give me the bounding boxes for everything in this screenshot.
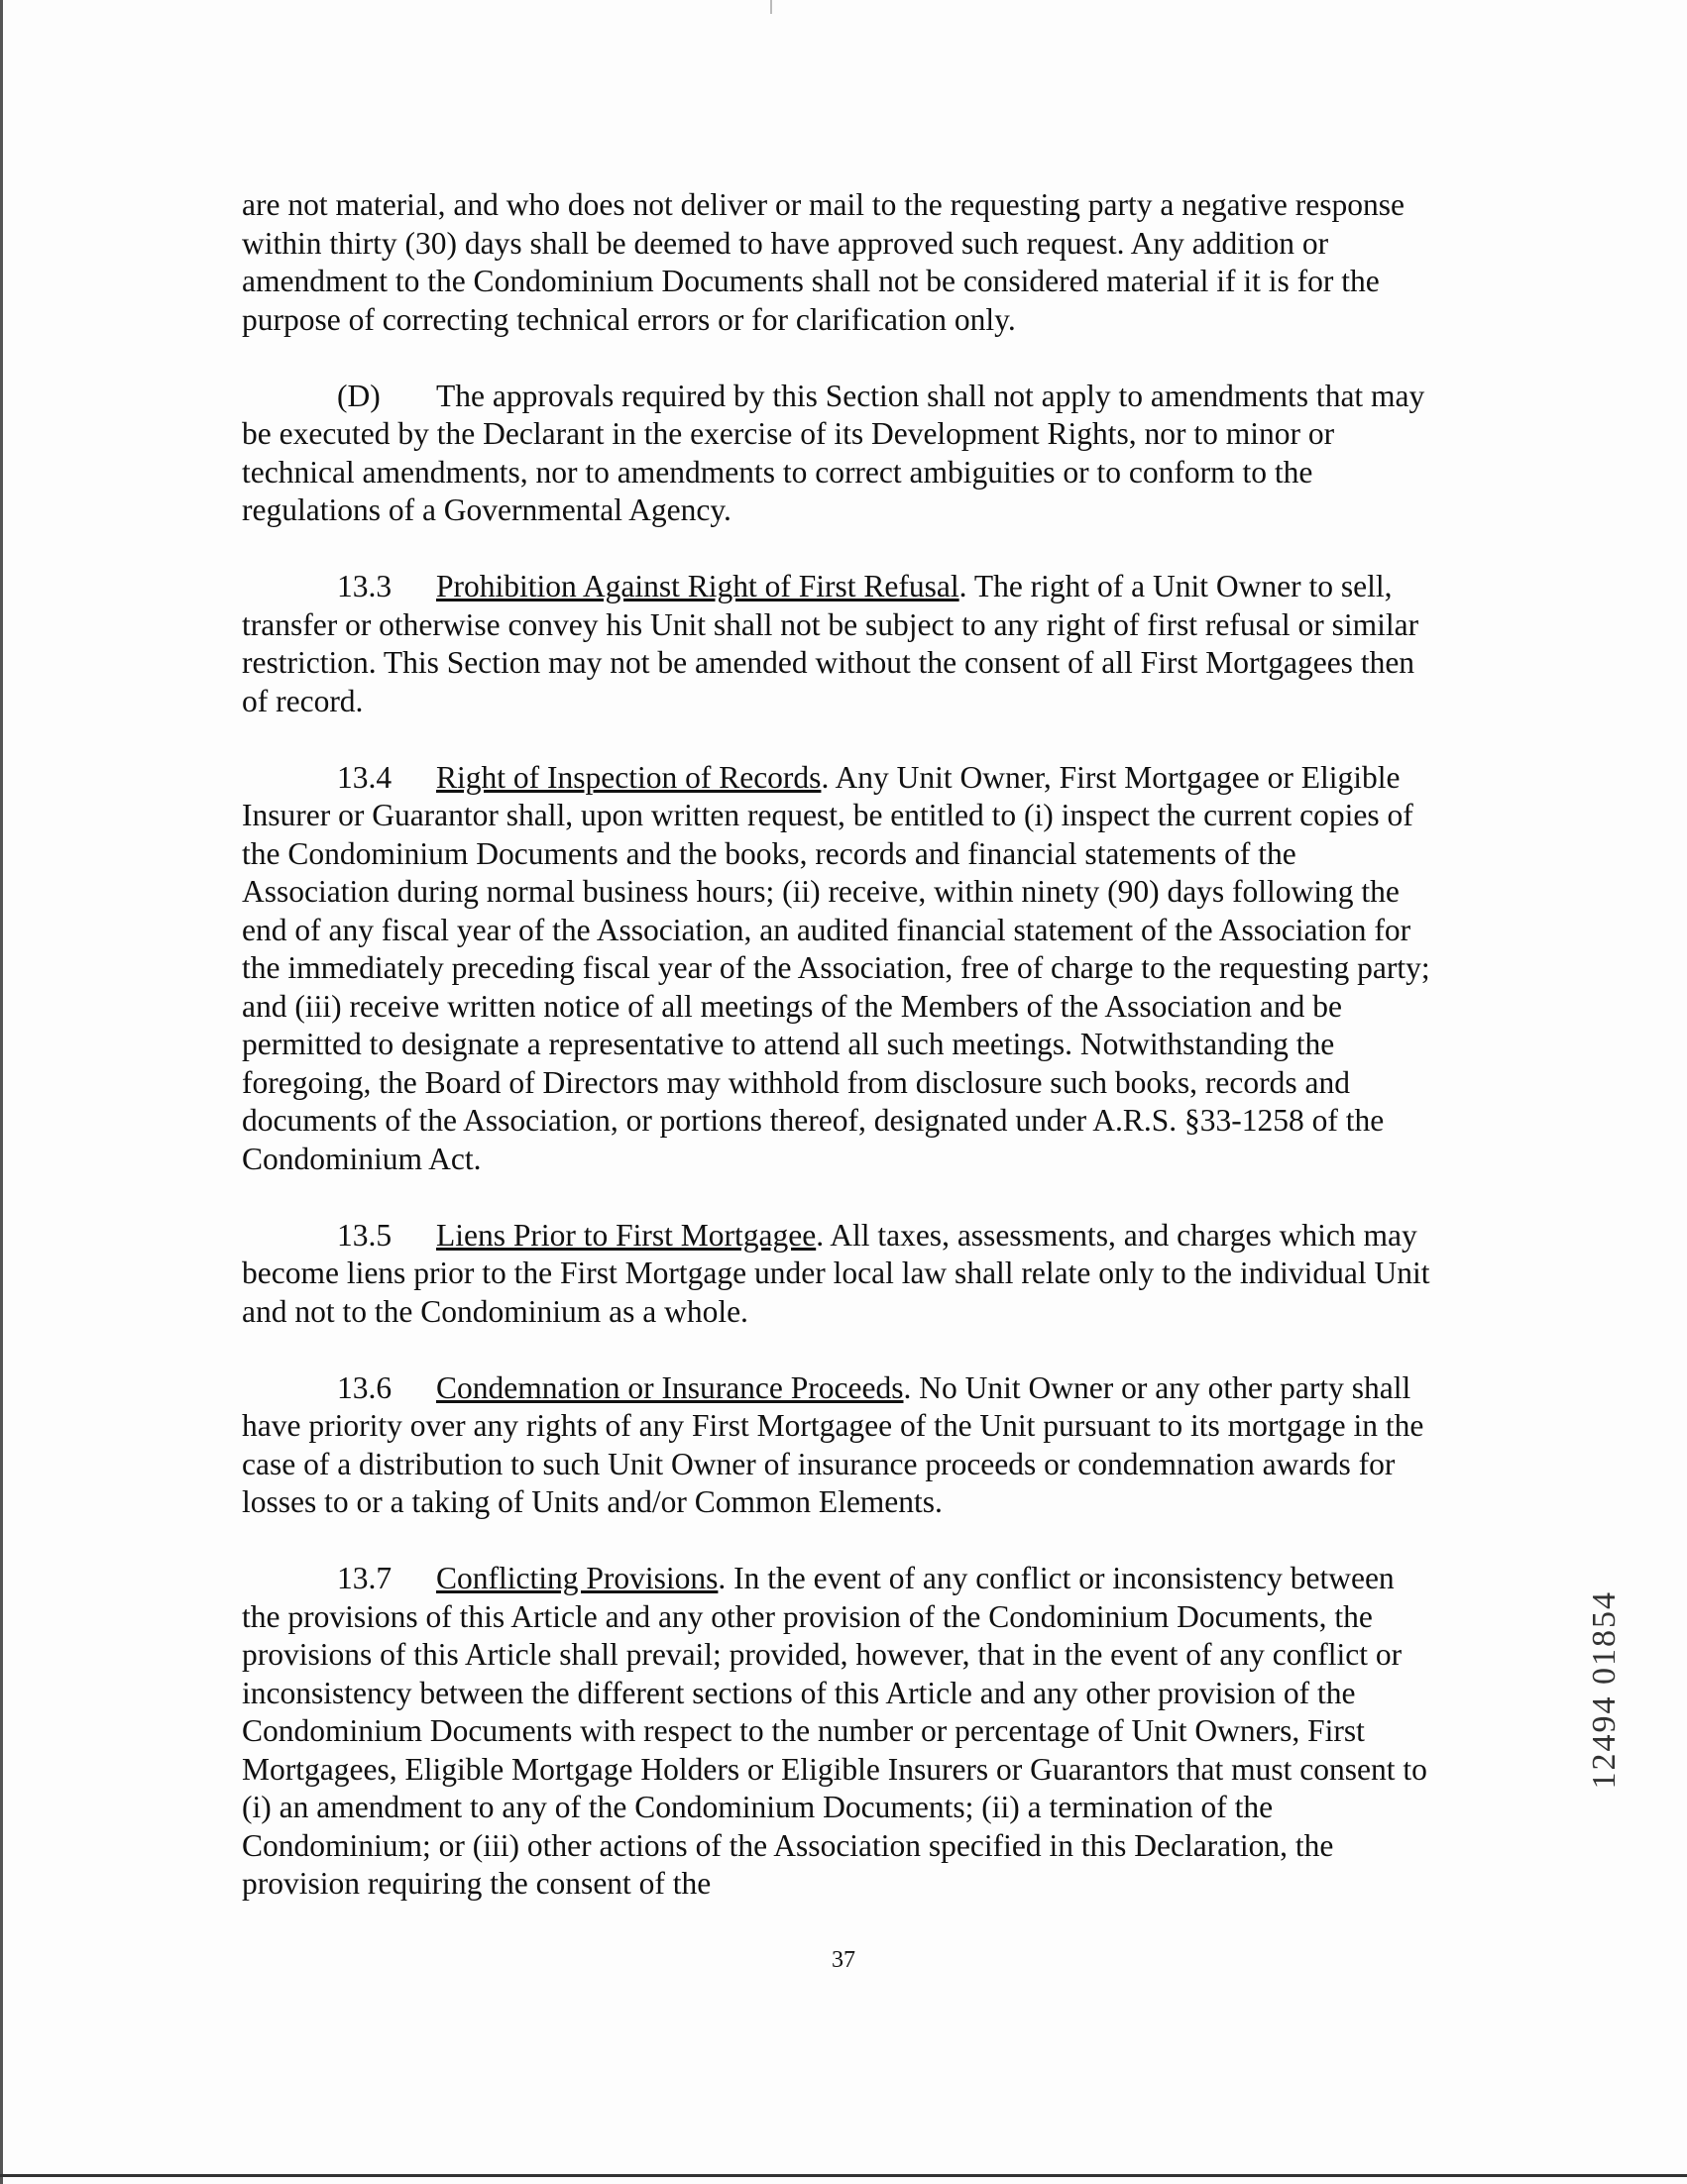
scan-edge-bottom (0, 2174, 1687, 2177)
section-heading: Right of Inspection of Records (436, 759, 822, 795)
section-heading: Conflicting Provisions (436, 1561, 719, 1595)
section-heading: Liens Prior to First Mortgagee (436, 1217, 817, 1253)
document-body (242, 186, 1431, 1941)
scan-mark-top (770, 0, 772, 14)
paragraph-text: . The right of a Unit Owner to sell, transfer or otherwise convey his Unit shall not be subject to any right of first refusal or similar restriction. This Section may not be amended without the consent of all First Mortgagees then of record. (242, 569, 1419, 718)
paragraph-text: The approvals required by this Section shall not apply to amendments that may be executed by the Declarant in the exercise of its Development Rights, nor to minor or technical amendments, nor to amendments to correct ambiguities or to conform to the regulations of a Governmental Agency. (242, 378, 1425, 527)
section-number: 13.7 (337, 1561, 393, 1595)
paragraph-text: . All taxes, assessments, and charges which may become liens prior to the First Mortgage under local law shall relate only to the individual Unit and not to the Condominium as a whole. (242, 1217, 1430, 1329)
recording-number: 12494 01854 (1586, 1590, 1623, 1790)
section-number: 13.5 (337, 1217, 393, 1253)
page-number: 37 (832, 1947, 855, 1973)
section-number: 13.3 (337, 569, 393, 603)
section-13-5 (242, 1217, 1431, 1332)
section-13-6 (242, 1369, 1431, 1522)
paragraph-text: . In the event of any conflict or inconsistency between the provisions of this Article and any other provision of the Condominium Documents, the provisions of this Article shall prevail; provided, however, that in the event of any conflict or inconsistency between the different sections of this Article and any other provision of the Condominium Documents with respect to the number or percentage of Unit Owners, First Mortgagees, Eligible Mortgage Holders or Eligible Insurers or Guarantors that must consent to (i) an amendment to any of the Condominium Documents; (ii) a termination of the Condominium; or (iii) other actions of the Association specified in this Declaration, the provision requiring the consent of the (242, 1561, 1427, 1901)
subsection-label: (D) (337, 378, 381, 413)
paragraph-subsection-d (242, 378, 1431, 530)
paragraph-text: . No Unit Owner or any other party shall have priority over any rights of any First Mortgagee of the Unit pursuant to its mortgage in the case of a distribution to such Unit Owner of insurance proceeds or condemnation awards for losses to or a taking of Units and/or Common Elements. (242, 1369, 1424, 1519)
paragraph-continuation (242, 186, 1431, 339)
section-13-4 (242, 759, 1431, 1179)
section-heading: Prohibition Against Right of First Refusal (436, 569, 959, 603)
section-number: 13.6 (337, 1369, 393, 1405)
section-13-7 (242, 1560, 1431, 1904)
paragraph-text: . Any Unit Owner, First Mortgagee or Eligible Insurer or Guarantor shall, upon written request, be entitled to (i) inspect the current copies of the Condominium Documents and the books, records and financial statements of the Association during normal business hours; (ii) receive, within ninety (90) days following the end of any fiscal year of the Association, an audited financial statement of the Association for the immediately preceding fiscal year of the Association, free of charge to the requesting party; and (iii) receive written notice of all meetings of the Members of the Association and be permitted to designate a representative to attend all such meetings. Notwithstanding the foregoing, the Board of Directors may withhold from disclosure such books, records and documents of the Association, or portions thereof, designated under A.R.S. §33-1258 of the Condominium Act. (242, 759, 1430, 1176)
section-13-3 (242, 568, 1431, 720)
scan-edge-left (0, 0, 3, 2184)
paragraph-text: are not material, and who does not deliver or mail to the requesting party a negative response within thirty (30) days shall be deemed to have approved such request. Any addition or amendment to the Condominium Documents shall not be considered material if it is for the purpose of correcting technical errors or for clarification only. (242, 187, 1405, 337)
section-number: 13.4 (337, 759, 393, 795)
section-heading: Condemnation or Insurance Proceeds (436, 1369, 904, 1405)
